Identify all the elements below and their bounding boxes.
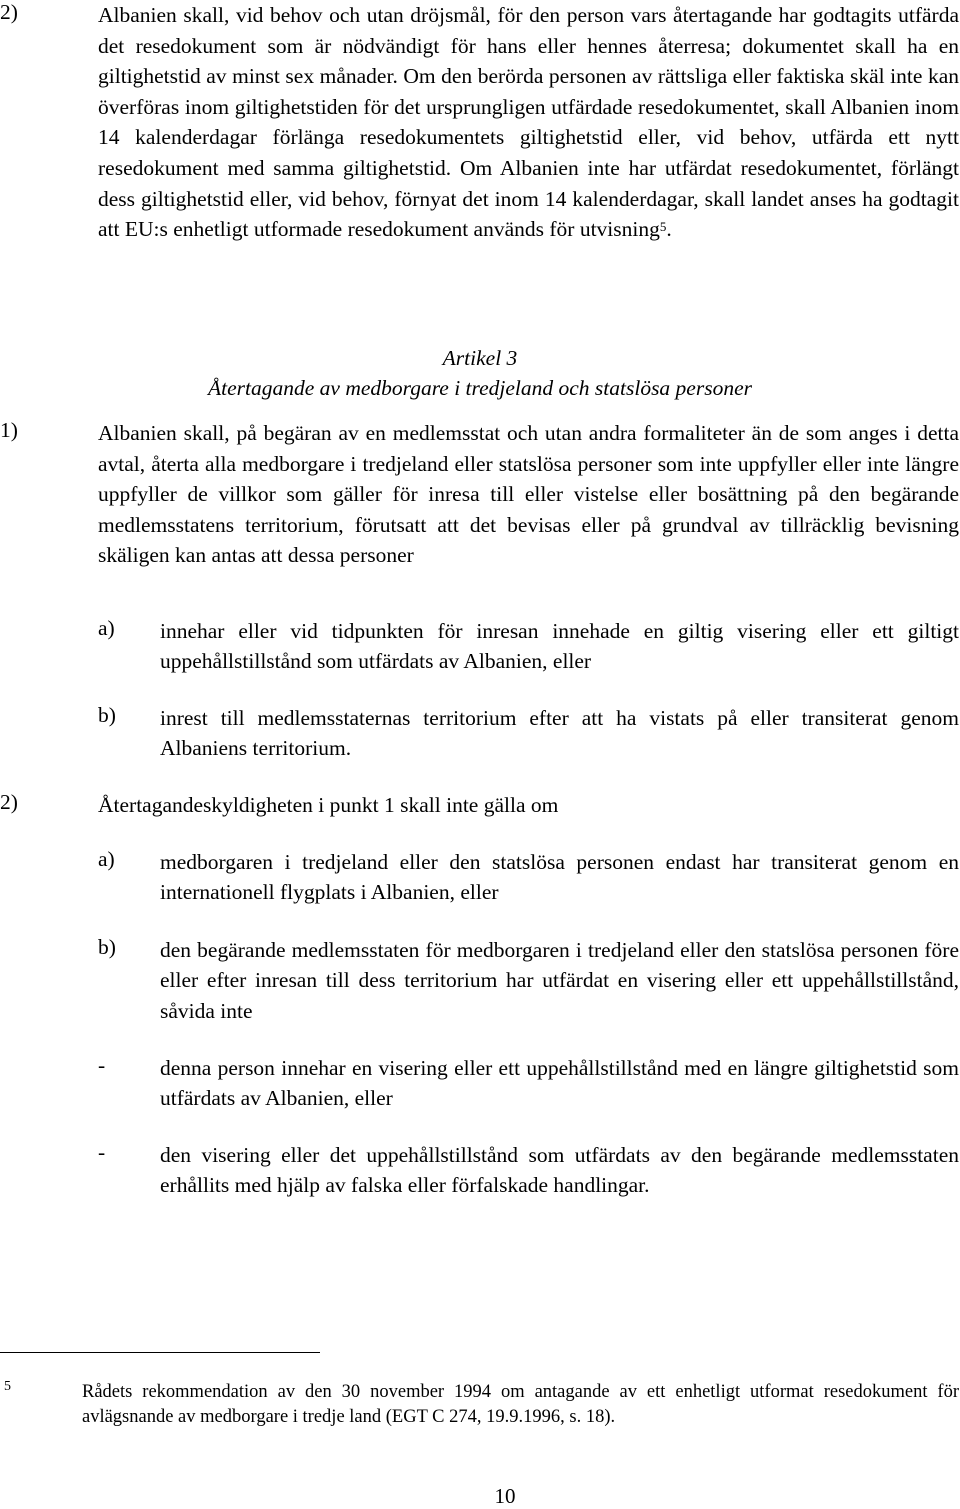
paragraph-text: Albanien skall, på begäran av en medlemsstat och utan andra formaliteter än de som anges i detta avtal, återta alla medborgare i tredjeland eller statslösa personer som inte uppfyller eller inte längre uppfyller de villkor som gäller för inresa till eller vistelse eller bosättning på den begärande medlemsstatens territorium, förutsatt att det bevisas eller på grundval av tillräcklig bevisning skäligen kan antas att dessa personer [98,421,959,568]
article-subtitle: Återtagande av medborgare i tredjeland och statslösa personer [208,376,752,400]
dash-label: - [98,1140,106,1164]
dash-text: den visering eller det uppehållstillstånd som utfärdats av den begärande medlemsstaten erhållits med hjälp av falska eller förfalskade handlingar. [160,1143,959,1198]
paragraph-end: . [666,217,672,242]
paragraph-body: Albanien skall, vid behov och utan dröjsmål, för den person vars återtagande har godtagits utfärda det resedokument som är nödvändigt för hans eller hennes återresa; dokumentet skall ha en giltighetstid av minst sex månader. Om den berörda personen av rättsliga eller faktiska skäl inte kan överföras inom giltighetstiden för det ursprungligen utfärdade resedokumentet, skall Albanien inom 14 kalenderdagar förlänga resedokumentets giltighetstid eller, vid behov, utfärda ett nytt resedokument med samma giltighetstid. Om Albanien inte har utfärdat resedokumentet, förlängt dess giltighetstid eller, vid behov, förnyat det inom 14 kalenderdagar, skall landet anses ha godtagit att EU:s enhetligt utformade resedokument används för utvisning [98,3,959,242]
item-number: 1) [0,418,18,442]
page-number: 10 [494,1484,516,1508]
footnote-divider [0,1352,320,1353]
footnote-reference: 5 [659,219,667,235]
sub-item-label: a) [98,616,115,640]
sub-item-text: den begärande medlemsstaten för medborgaren i tredjeland eller den statslösa personen före eller efter inresan till dess territorium har utfärdat en visering eller ett uppehållstillstånd, såvida inte [160,938,959,1023]
sub-item-text: inrest till medlemsstaternas territorium efter att ha vistats på eller transiterat genom Albaniens territorium. [160,706,959,761]
sub-item-text: medborgaren i tredjeland eller den statslösa personen endast har transiterat genom en internationell flygplats i Albanien, eller [160,850,959,905]
footnote-text: Rådets rekommendation av den 30 november 1994 om antagande av ett enhetligt utformat resedokument för avlägsnande av medborgare i tredje land (EGT C 274, 19.9.1996, s. 18). [82,1382,959,1427]
item-number: 2) [0,0,18,24]
sub-item-label: b) [98,703,116,727]
dash-text: denna person innehar en visering eller ett uppehållstillstånd med en längre giltighetstid som utfärdats av Albanien, eller [160,1056,959,1111]
sub-item-text: innehar eller vid tidpunkten för inresan innehade en giltig visering eller ett giltigt uppehållstillstånd som utfärdats av Albanien, eller [160,619,959,674]
sub-item-label: b) [98,935,116,959]
dash-label: - [98,1053,106,1077]
sub-item-label: a) [98,847,115,871]
paragraph-text [98,0,959,245]
item-number: 2) [0,790,18,814]
article-title: Artikel 3 [442,346,518,370]
footnote-number: 5 [4,1379,11,1394]
paragraph-text: Återtagandeskyldigheten i punkt 1 skall inte gälla om [98,793,559,817]
